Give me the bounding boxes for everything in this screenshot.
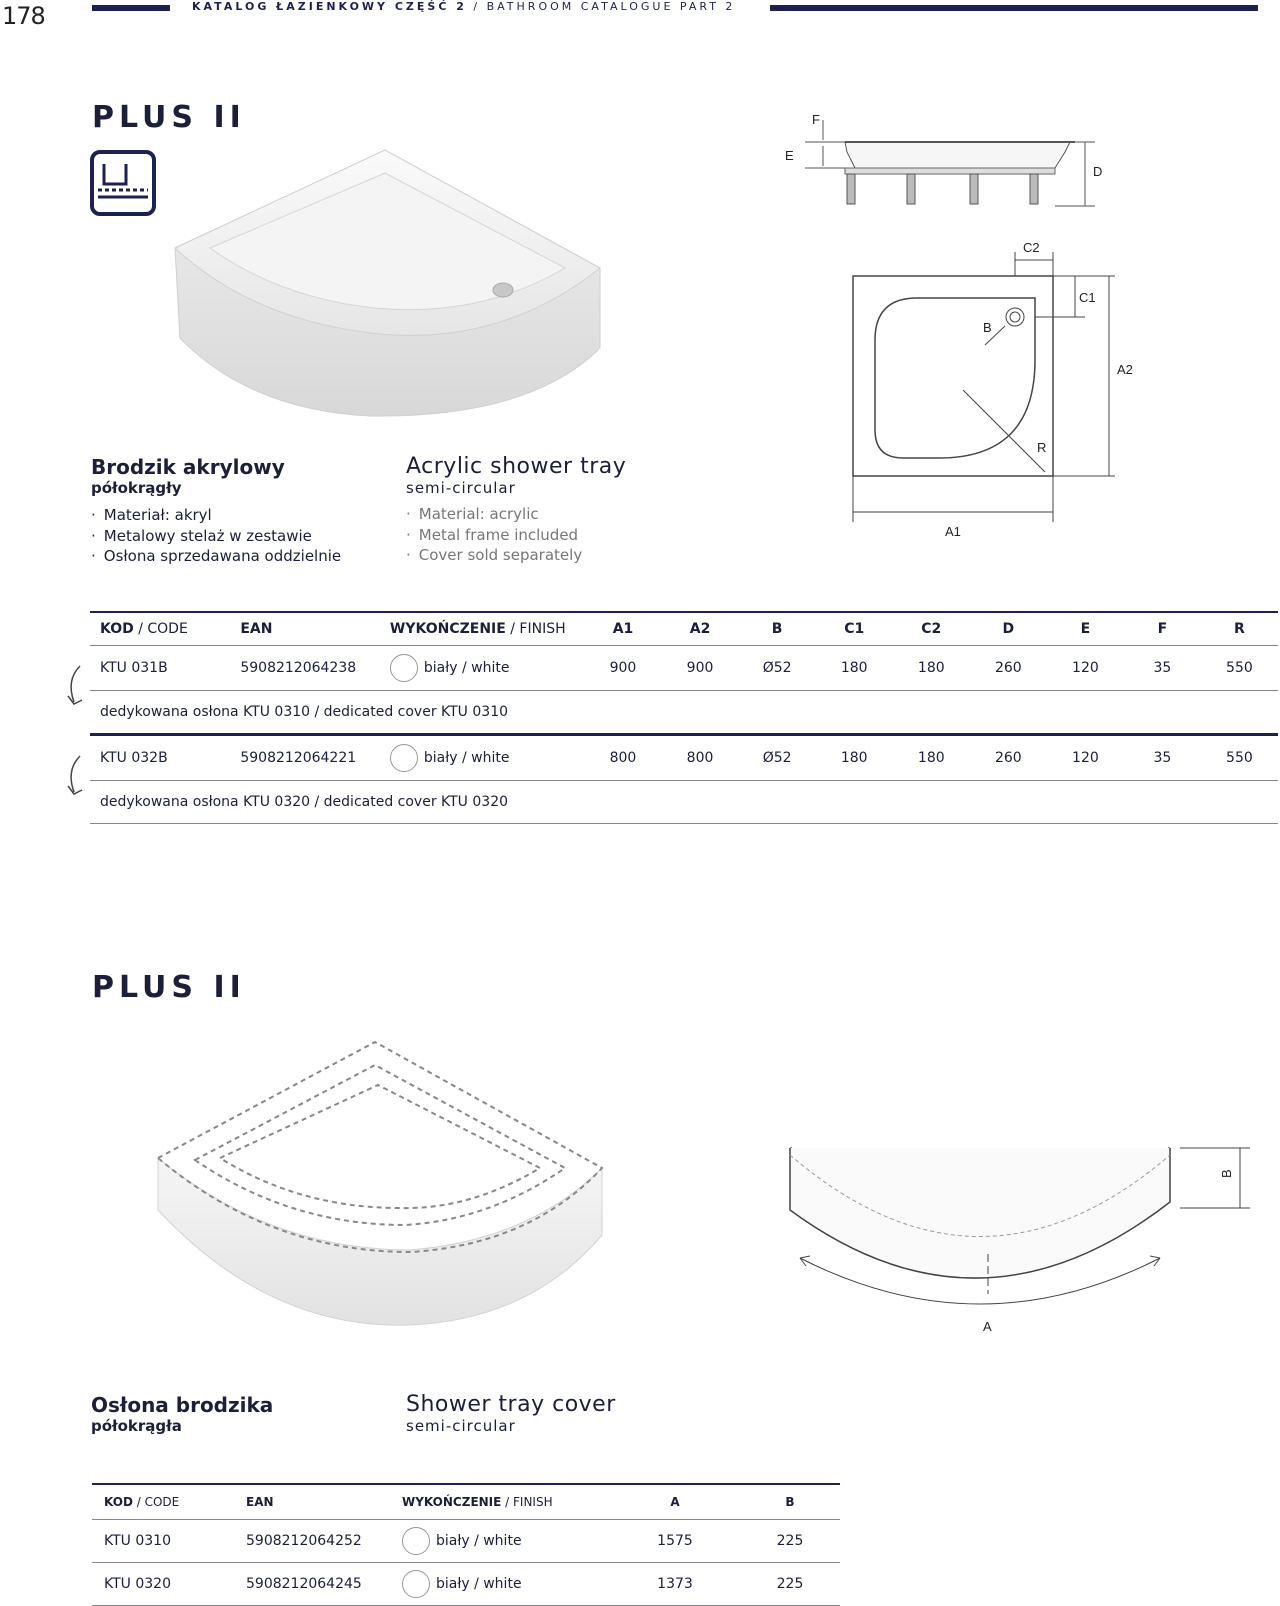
dedicated-cover-note: dedykowana osłona KTU 0320 / dedicated cover KTU 0320 bbox=[90, 781, 1278, 824]
feature-en-item: · Material: acrylic bbox=[406, 504, 626, 525]
shower-tray-icon bbox=[90, 150, 156, 216]
label-A: A bbox=[983, 1319, 992, 1334]
tray-spec-table bbox=[90, 611, 1278, 824]
cell-c2: 180 bbox=[893, 646, 970, 691]
col-c1: C1 bbox=[816, 612, 893, 646]
col-r: R bbox=[1201, 612, 1278, 646]
cover-spec-table bbox=[92, 1483, 840, 1606]
cell-a2: 900 bbox=[662, 646, 739, 691]
feature-pl-item: · Osłona sprzedawana oddzielnie bbox=[91, 546, 341, 567]
product-description-en bbox=[406, 454, 626, 566]
cell-r: 550 bbox=[1201, 646, 1278, 691]
label-E: E bbox=[785, 148, 794, 163]
cell-ean: 5908212064238 bbox=[230, 646, 380, 691]
page-number: 178 bbox=[2, 2, 45, 30]
white-swatch-icon bbox=[390, 654, 418, 682]
table-header-row bbox=[92, 1484, 840, 1520]
cell-f: 35 bbox=[1124, 646, 1201, 691]
table-note-row bbox=[90, 781, 1278, 824]
cell-code: KTU 0310 bbox=[92, 1520, 234, 1563]
curved-arrow-icon bbox=[62, 752, 90, 804]
product-name-en: Acrylic shower tray bbox=[406, 454, 627, 479]
section1-title: PLUS II bbox=[92, 100, 246, 135]
cell-b: 225 bbox=[740, 1520, 840, 1563]
shower-tray-cover-photo bbox=[150, 1040, 610, 1330]
white-swatch-icon bbox=[402, 1570, 430, 1598]
features-en bbox=[406, 504, 626, 566]
table-note-row bbox=[90, 691, 1278, 735]
product-name-pl: Brodzik akrylowy bbox=[91, 455, 285, 479]
cover-shape-pl: półokrągła bbox=[91, 1417, 182, 1435]
label-B: B bbox=[983, 320, 992, 335]
cell-d: 260 bbox=[970, 646, 1047, 691]
cover-name-en: Shower tray cover bbox=[406, 1392, 616, 1417]
table-header-row bbox=[90, 612, 1278, 646]
cell-finish: biały / white bbox=[380, 646, 585, 691]
cell-b: Ø52 bbox=[739, 646, 816, 691]
dedicated-cover-note: dedykowana osłona KTU 0310 / dedicated cover KTU 0310 bbox=[90, 691, 1278, 735]
col-a2: A2 bbox=[662, 612, 739, 646]
cell-f: 35 bbox=[1124, 735, 1201, 781]
cell-ean: 5908212064221 bbox=[230, 735, 380, 781]
col-ean: EAN bbox=[230, 612, 380, 646]
label-A1: A1 bbox=[945, 524, 961, 539]
col-e: E bbox=[1047, 612, 1124, 646]
cover-name-pl: Osłona brodzika bbox=[91, 1393, 274, 1417]
cell-code: KTU 032B bbox=[90, 735, 230, 781]
label-F: F bbox=[812, 112, 820, 127]
col-c2: C2 bbox=[893, 612, 970, 646]
table-row bbox=[90, 735, 1278, 781]
cell-e: 120 bbox=[1047, 735, 1124, 781]
cell-ean: 5908212064252 bbox=[234, 1520, 390, 1563]
cover-description-en bbox=[406, 1392, 616, 1435]
cell-d: 260 bbox=[970, 735, 1047, 781]
cell-c1: 180 bbox=[816, 646, 893, 691]
label-D: D bbox=[1093, 164, 1103, 179]
col-f: F bbox=[1124, 612, 1201, 646]
cell-c1: 180 bbox=[816, 735, 893, 781]
label-B: B bbox=[1219, 1169, 1234, 1178]
section2-title: PLUS II bbox=[92, 970, 246, 1005]
table-row bbox=[90, 646, 1278, 691]
white-swatch-icon bbox=[390, 744, 418, 772]
product-shape-en: semi-circular bbox=[406, 479, 516, 497]
side-view-diagram bbox=[785, 110, 1115, 220]
header-bar-left bbox=[92, 5, 170, 11]
cell-c2: 180 bbox=[893, 735, 970, 781]
col-code: KOD / CODE bbox=[92, 1484, 234, 1520]
feature-pl-item: · Metalowy stelaż w zestawie bbox=[91, 526, 341, 547]
cell-ean: 5908212064245 bbox=[234, 1563, 390, 1606]
col-a1: A1 bbox=[584, 612, 661, 646]
features-pl bbox=[91, 505, 341, 567]
col-a: A bbox=[610, 1484, 740, 1520]
product-description-pl bbox=[91, 455, 341, 567]
cell-b: 225 bbox=[740, 1563, 840, 1606]
col-b: B bbox=[739, 612, 816, 646]
label-C1: C1 bbox=[1079, 290, 1096, 305]
product-shape-pl: półokrągły bbox=[91, 479, 182, 497]
cell-a1: 900 bbox=[584, 646, 661, 691]
col-d: D bbox=[970, 612, 1047, 646]
label-A2: A2 bbox=[1117, 362, 1133, 377]
header-catalog-pl: KATALOG ŁAZIENKOWY CZĘŚĆ 2 bbox=[192, 0, 467, 13]
col-finish: WYKOŃCZENIE / FINISH bbox=[380, 612, 585, 646]
header-catalog-en: BATHROOM CATALOGUE PART 2 bbox=[486, 0, 736, 13]
cover-diagram bbox=[780, 1140, 1260, 1340]
cell-b: Ø52 bbox=[739, 735, 816, 781]
cover-shape-en: semi-circular bbox=[406, 1417, 516, 1435]
curved-arrow-icon bbox=[62, 662, 90, 714]
header-title bbox=[192, 0, 735, 13]
cell-a2: 800 bbox=[662, 735, 739, 781]
table-row bbox=[92, 1563, 840, 1606]
label-R: R bbox=[1037, 440, 1047, 455]
cell-a1: 800 bbox=[584, 735, 661, 781]
cell-a: 1575 bbox=[610, 1520, 740, 1563]
cell-code: KTU 031B bbox=[90, 646, 230, 691]
col-finish: WYKOŃCZENIE / FINISH bbox=[390, 1484, 610, 1520]
col-b: B bbox=[740, 1484, 840, 1520]
feature-en-item: · Cover sold separately bbox=[406, 545, 626, 566]
table-row bbox=[92, 1520, 840, 1563]
header-bar-right bbox=[770, 5, 1258, 11]
cell-finish: biały / white bbox=[380, 735, 585, 781]
cell-a: 1373 bbox=[610, 1563, 740, 1606]
shower-tray-photo bbox=[170, 148, 610, 423]
header-separator: / bbox=[466, 0, 487, 13]
feature-en-item: · Metal frame included bbox=[406, 525, 626, 546]
label-C2: C2 bbox=[1023, 240, 1040, 255]
col-ean: EAN bbox=[234, 1484, 390, 1520]
cell-finish: biały / white bbox=[390, 1520, 610, 1563]
cell-r: 550 bbox=[1201, 735, 1278, 781]
top-view-diagram bbox=[845, 240, 1145, 550]
white-swatch-icon bbox=[402, 1527, 430, 1555]
cell-e: 120 bbox=[1047, 646, 1124, 691]
cell-finish: biały / white bbox=[390, 1563, 610, 1606]
feature-pl-item: · Materiał: akryl bbox=[91, 505, 341, 526]
cell-code: KTU 0320 bbox=[92, 1563, 234, 1606]
cover-description-pl bbox=[91, 1393, 273, 1435]
col-code: KOD / CODE bbox=[90, 612, 230, 646]
